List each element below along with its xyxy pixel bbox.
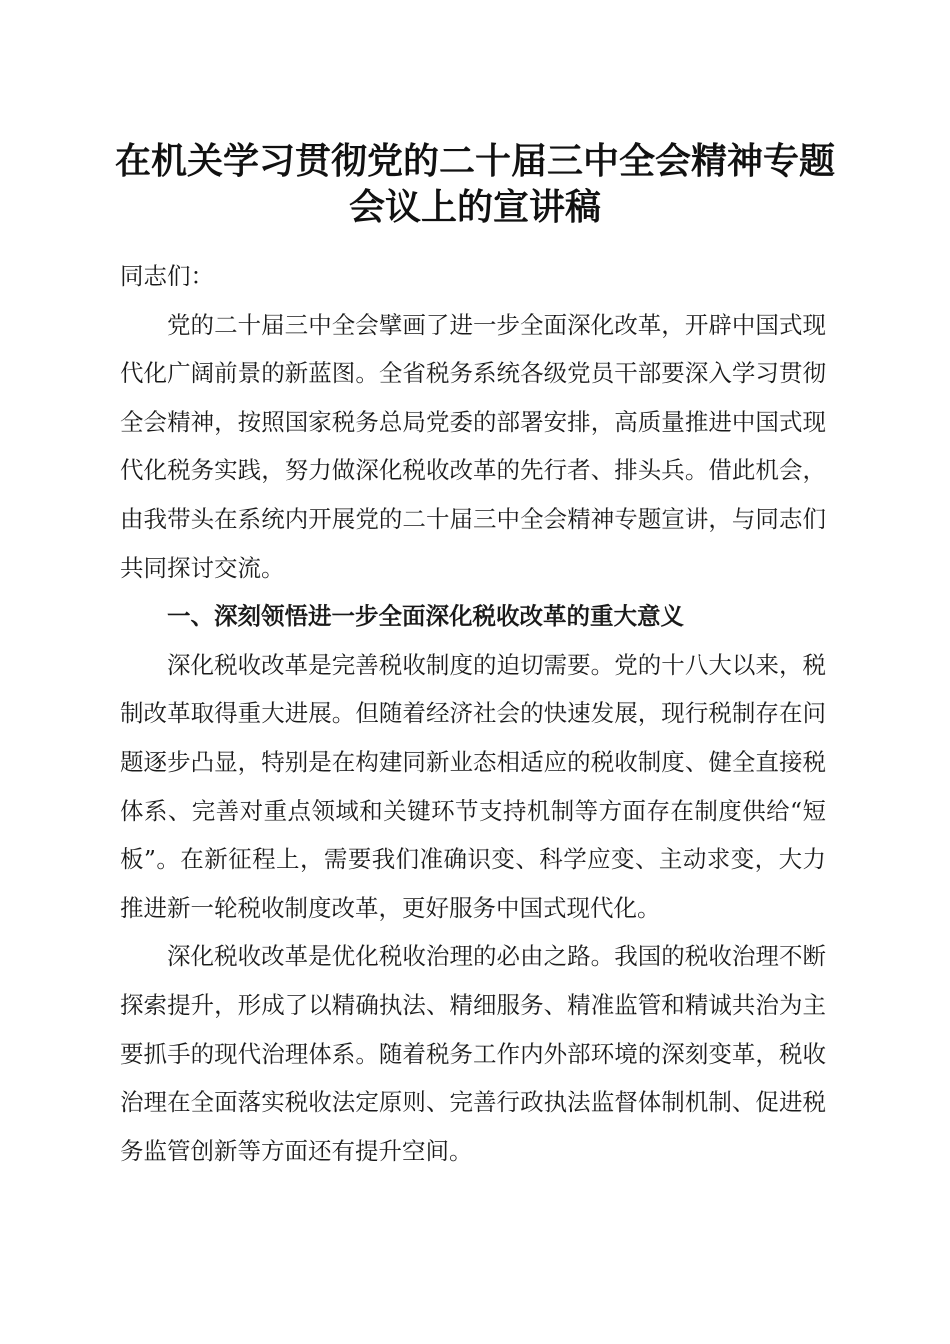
intro-paragraph: 党的二十届三中全会擘画了进一步全面深化改革，开辟中国式现代化广阔前景的新蓝图。全省税务系统各级党员干部要深入学习贯彻全会精神，按照国家税务总局党委的部署安排，高质量推进中国式现代化税务实践，努力做深化税收改革的先行者、排头兵。借此机会，由我带头在系统内开展党的二十届三中全会精神专题宣讲，与同志们共同探讨交流。	[120, 310, 826, 582]
section-paragraph: 深化税收改革是完善税收制度的迫切需要。党的十八大以来，税制改革取得重大进展。但随着经济社会的快速发展，现行税制存在问题逐步凸显，特别是在构建同新业态相适应的税收制度、健全直接税体系、完善对重点领域和关键环节支持机制等方面存在制度供给“短板”。在新征程上，需要我们准确识变、科学应变、主动求变，大力推进新一轮税收制度改革，更好服务中国式现代化。	[120, 650, 826, 922]
document-title: 在机关学习贯彻党的二十届三中全会精神专题会议上的宣讲稿	[114, 140, 835, 228]
salutation: 同志们：	[120, 262, 214, 290]
document-body	[120, 252, 826, 1175]
section-heading: 一、深刻领悟进一步全面深化税收改革的重大意义	[167, 602, 684, 631]
section-paragraph: 深化税收改革是优化税收治理的必由之路。我国的税收治理不断探索提升，形成了以精确执法、精细服务、精准监管和精诚共治为主要抓手的现代治理体系。随着税务工作内外部环境的深刻变革，税收治理在全面落实税收法定原则、完善行政执法监督体制机制、促进税务监管创新等方面还有提升空间。	[120, 942, 826, 1165]
